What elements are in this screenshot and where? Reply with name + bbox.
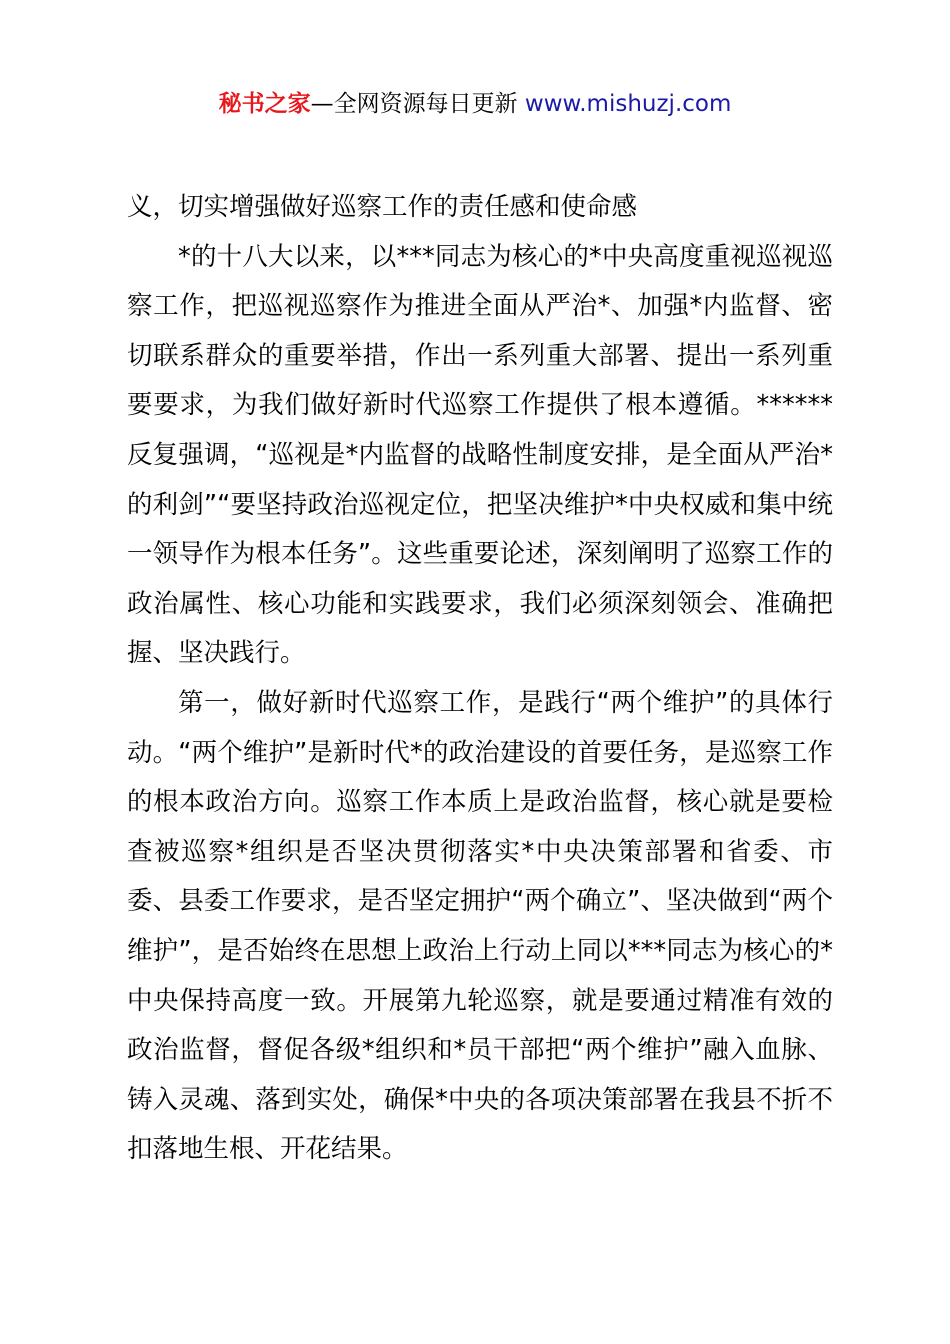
site-header — [0, 88, 950, 120]
brand-name: 秘书之家 — [218, 91, 311, 117]
paragraph-continuation: 义，切实增强做好巡察工作的责任感和使命感 — [127, 192, 638, 222]
paragraph-first-point: 第一，做好新时代巡察工作，是践行“两个维护”的具体行动。“两个维护”是新时代*的政治建设的首要任务，是巡察工作的根本政治方向。巡察工作本质上是政治监督，核心就是要检查被巡察*组织是否坚决贯彻落实*中央决策部署和省委、市委、县委工作要求，是否坚定拥护“两个确立”、坚决做到“两个维护”，是否始终在思想上政治上行动上同以***同志为核心的*中央保持高度一致。开展第九轮巡察，就是要通过精准有效的政治监督，督促各级*组织和*员干部把“两个维护”融入血脉、铸入灵魂、落到实处，确保*中央的各项决策部署在我县不折不扣落地生根、开花结果。 — [127, 687, 833, 1165]
site-url-link[interactable]: www.mishuzj.com — [524, 91, 732, 117]
paragraph-inspection-importance: *的十八大以来，以***同志为核心的*中央高度重视巡视巡察工作，把巡视巡察作为推进全面从严治*、加强*内监督、密切联系群众的重要举措，作出一系列重大部署、提出一系列重要要求，为我们做好新时代巡察工作提供了根本遵循。******反复强调，“巡视是*内监督的战略性制度安排，是全面从严治*的利剑”“要坚持政治巡视定位，把坚决维护*中央权威和集中统一领导作为根本任务”。这些重要论述，深刻阐明了巡察工作的政治属性、核心功能和实践要求，我们必须深刻领会、准确把握、坚决践行。 — [127, 241, 833, 669]
header-tagline: —全网资源每日更新 — [310, 91, 518, 117]
document-body — [127, 183, 833, 1175]
